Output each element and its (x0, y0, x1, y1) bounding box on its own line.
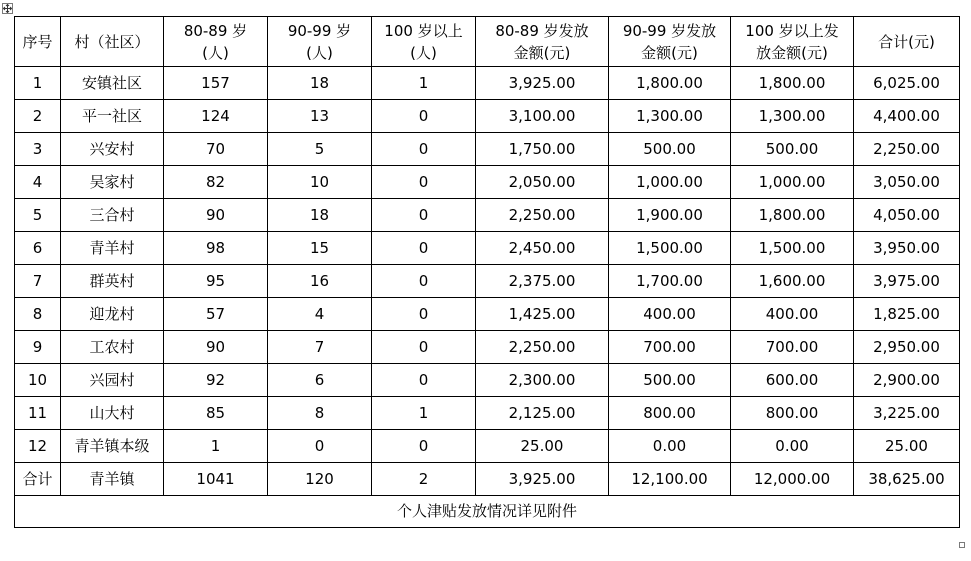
total-cell[interactable]: 120 (268, 463, 372, 496)
table-cell[interactable]: 25.00 (476, 430, 609, 463)
table-cell[interactable]: 0.00 (609, 430, 731, 463)
total-cell[interactable]: 青羊镇 (61, 463, 164, 496)
table-cell[interactable]: 500.00 (609, 133, 731, 166)
column-header[interactable]: 100 岁以上 (人) (372, 17, 476, 67)
table-cell[interactable]: 迎龙村 (61, 298, 164, 331)
table-cell[interactable]: 800.00 (731, 397, 854, 430)
table-cell[interactable]: 18 (268, 67, 372, 100)
table-cell[interactable]: 4,400.00 (854, 100, 960, 133)
table-cell[interactable]: 1,825.00 (854, 298, 960, 331)
table-row (15, 232, 960, 265)
table-cell[interactable]: 青羊村 (61, 232, 164, 265)
table-cell[interactable]: 群英村 (61, 265, 164, 298)
column-header[interactable]: 90-99 岁 (人) (268, 17, 372, 67)
table-cell[interactable]: 25.00 (854, 430, 960, 463)
column-header[interactable]: 序号 (15, 17, 61, 67)
table-cell[interactable]: 57 (164, 298, 268, 331)
table-cell[interactable]: 1 (372, 397, 476, 430)
table-cell[interactable]: 95 (164, 265, 268, 298)
table-cell[interactable]: 0 (372, 298, 476, 331)
table-cell[interactable]: 0 (268, 430, 372, 463)
table-cell[interactable]: 青羊镇本级 (61, 430, 164, 463)
table-cell[interactable]: 兴园村 (61, 364, 164, 397)
table-cell[interactable]: 124 (164, 100, 268, 133)
column-header[interactable]: 村（社区） (61, 17, 164, 67)
table-cell[interactable]: 3,975.00 (854, 265, 960, 298)
table-cell[interactable]: 70 (164, 133, 268, 166)
table-cell[interactable]: 0 (372, 364, 476, 397)
table-cell[interactable]: 1,800.00 (609, 67, 731, 100)
table-cell[interactable]: 0 (372, 265, 476, 298)
table-cell[interactable]: 平一社区 (61, 100, 164, 133)
table-cell[interactable]: 9 (15, 331, 61, 364)
four-arrow-icon (3, 4, 12, 13)
table-row (15, 364, 960, 397)
table-cell[interactable]: 1,900.00 (609, 199, 731, 232)
table-row (15, 133, 960, 166)
total-cell[interactable]: 12,100.00 (609, 463, 731, 496)
table-cell[interactable]: 1,425.00 (476, 298, 609, 331)
table-cell[interactable]: 7 (268, 331, 372, 364)
table-cell[interactable]: 500.00 (609, 364, 731, 397)
total-cell[interactable]: 2 (372, 463, 476, 496)
total-cell[interactable]: 合计 (15, 463, 61, 496)
table-cell[interactable]: 2,050.00 (476, 166, 609, 199)
table-cell[interactable]: 兴安村 (61, 133, 164, 166)
column-header[interactable]: 80-89 岁 (人) (164, 17, 268, 67)
table-cell[interactable]: 98 (164, 232, 268, 265)
table-cell[interactable]: 6,025.00 (854, 67, 960, 100)
table-cell[interactable]: 92 (164, 364, 268, 397)
table-row (15, 265, 960, 298)
table-cell[interactable]: 90 (164, 331, 268, 364)
table-row (15, 397, 960, 430)
table-cell[interactable]: 3,925.00 (476, 67, 609, 100)
table-cell[interactable]: 2,250.00 (476, 331, 609, 364)
column-header[interactable]: 90-99 岁发放 金额(元) (609, 17, 731, 67)
column-header[interactable]: 合计(元) (854, 17, 960, 67)
table-resize-icon[interactable] (959, 542, 965, 548)
table-cell[interactable]: 1,300.00 (731, 100, 854, 133)
table-row (15, 67, 960, 100)
table-cell[interactable]: 2,125.00 (476, 397, 609, 430)
table-cell[interactable]: 1,700.00 (609, 265, 731, 298)
table-row (15, 430, 960, 463)
table-cell[interactable]: 400.00 (609, 298, 731, 331)
header-row (15, 17, 960, 67)
total-cell[interactable]: 38,625.00 (854, 463, 960, 496)
table-cell[interactable]: 1,300.00 (609, 100, 731, 133)
table-cell[interactable]: 4 (268, 298, 372, 331)
table-cell[interactable]: 1 (372, 67, 476, 100)
table-cell[interactable]: 8 (268, 397, 372, 430)
table-cell[interactable]: 2 (15, 100, 61, 133)
total-row (15, 463, 960, 496)
table-cell[interactable]: 7 (15, 265, 61, 298)
note-row (15, 496, 960, 528)
note-cell[interactable]: 个人津贴发放情况详见附件 (15, 496, 960, 528)
table-cell[interactable]: 16 (268, 265, 372, 298)
table-cell[interactable]: 1,750.00 (476, 133, 609, 166)
table-cell[interactable]: 700.00 (731, 331, 854, 364)
table-cell[interactable]: 6 (268, 364, 372, 397)
table-cell[interactable]: 0.00 (731, 430, 854, 463)
table-cell[interactable]: 安镇社区 (61, 67, 164, 100)
table-cell[interactable]: 0 (372, 232, 476, 265)
total-cell[interactable]: 12,000.00 (731, 463, 854, 496)
table-row (15, 100, 960, 133)
table-cell[interactable]: 2,900.00 (854, 364, 960, 397)
table-cell[interactable]: 3,050.00 (854, 166, 960, 199)
table-cell[interactable]: 10 (15, 364, 61, 397)
table-cell[interactable]: 1,800.00 (731, 67, 854, 100)
table-cell[interactable]: 85 (164, 397, 268, 430)
total-cell[interactable]: 3,925.00 (476, 463, 609, 496)
table-row (15, 199, 960, 232)
table-cell[interactable]: 2,450.00 (476, 232, 609, 265)
table-cell[interactable]: 吴家村 (61, 166, 164, 199)
table-row (15, 331, 960, 364)
subsidy-table (14, 16, 960, 528)
table-cell[interactable]: 6 (15, 232, 61, 265)
table-cell[interactable]: 13 (268, 100, 372, 133)
table-cell[interactable]: 4 (15, 166, 61, 199)
table-cell[interactable]: 三合村 (61, 199, 164, 232)
total-cell[interactable]: 1041 (164, 463, 268, 496)
table-cell[interactable]: 11 (15, 397, 61, 430)
table-cell[interactable]: 1,600.00 (731, 265, 854, 298)
table-cell[interactable]: 5 (15, 199, 61, 232)
table-cell[interactable]: 600.00 (731, 364, 854, 397)
table-move-icon[interactable] (2, 3, 13, 14)
table-cell[interactable]: 2,950.00 (854, 331, 960, 364)
table-cell[interactable]: 82 (164, 166, 268, 199)
table-cell[interactable]: 10 (268, 166, 372, 199)
table-cell[interactable]: 0 (372, 199, 476, 232)
table-cell[interactable]: 18 (268, 199, 372, 232)
table-cell[interactable]: 12 (15, 430, 61, 463)
table-cell[interactable]: 500.00 (731, 133, 854, 166)
table-cell[interactable]: 0 (372, 166, 476, 199)
table-cell[interactable]: 8 (15, 298, 61, 331)
table-cell[interactable]: 0 (372, 430, 476, 463)
table-cell[interactable]: 2,250.00 (854, 133, 960, 166)
table-cell[interactable]: 15 (268, 232, 372, 265)
table-cell[interactable]: 山大村 (61, 397, 164, 430)
table-row (15, 298, 960, 331)
table-cell[interactable]: 1,500.00 (731, 232, 854, 265)
table-cell[interactable]: 1,000.00 (731, 166, 854, 199)
table-cell[interactable]: 0 (372, 133, 476, 166)
table-cell[interactable]: 2,250.00 (476, 199, 609, 232)
table-cell[interactable]: 800.00 (609, 397, 731, 430)
table-cell[interactable]: 157 (164, 67, 268, 100)
table-cell[interactable]: 3 (15, 133, 61, 166)
table-cell[interactable]: 3,950.00 (854, 232, 960, 265)
table-cell[interactable]: 700.00 (609, 331, 731, 364)
table-cell[interactable]: 3,225.00 (854, 397, 960, 430)
table-cell[interactable]: 400.00 (731, 298, 854, 331)
table-cell[interactable]: 2,300.00 (476, 364, 609, 397)
table-cell[interactable]: 1,800.00 (731, 199, 854, 232)
table-cell[interactable]: 1,000.00 (609, 166, 731, 199)
table-cell[interactable]: 0 (372, 331, 476, 364)
table-cell[interactable]: 工农村 (61, 331, 164, 364)
table-cell[interactable]: 0 (372, 100, 476, 133)
table-cell[interactable]: 4,050.00 (854, 199, 960, 232)
table-cell[interactable]: 2,375.00 (476, 265, 609, 298)
table-cell[interactable]: 1 (15, 67, 61, 100)
table-row (15, 166, 960, 199)
table-cell[interactable]: 90 (164, 199, 268, 232)
table-cell[interactable]: 1 (164, 430, 268, 463)
table-cell[interactable]: 3,100.00 (476, 100, 609, 133)
table-cell[interactable]: 5 (268, 133, 372, 166)
column-header[interactable]: 100 岁以上发 放金额(元) (731, 17, 854, 67)
column-header[interactable]: 80-89 岁发放 金额(元) (476, 17, 609, 67)
table-cell[interactable]: 1,500.00 (609, 232, 731, 265)
